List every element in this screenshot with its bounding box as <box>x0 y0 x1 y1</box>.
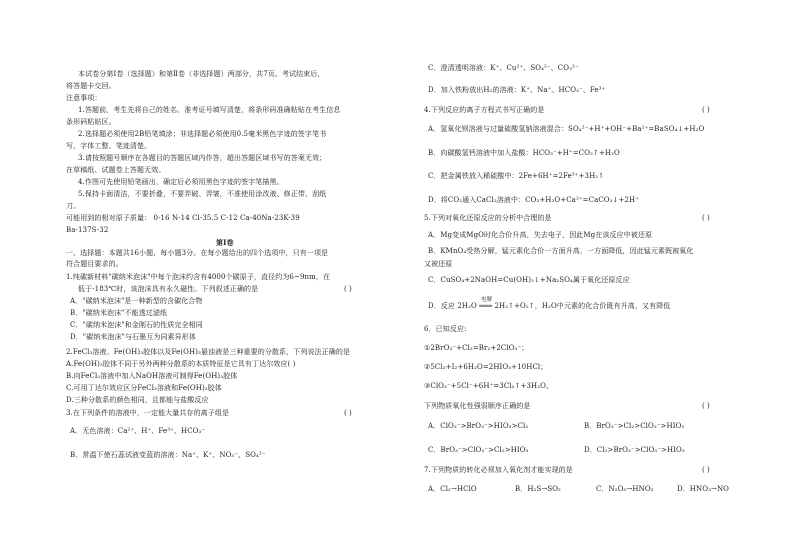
atomic-mass-line: 可能用到的相对原子质量： 0-16 N-14 Cl-35.5 C-12 Ca-40Na-23K-39 <box>66 214 300 222</box>
note-line: 写，字体工整、笔迹清楚。 <box>66 142 152 150</box>
notes-title: 注意事项： <box>66 94 102 102</box>
q4-option: B．向碳酸氢钙溶液中加入盐酸：HCO₃⁻+H⁺=CO₂↑+H₂O <box>428 149 620 157</box>
q5-option-b-cont: 又被还原 <box>424 260 453 268</box>
q7-stem: 7.下列物质的转化必须加入氧化剂才能实现的是 <box>424 466 573 474</box>
q2-option: C.可用丁达尔效应区分FeCl₃溶液和Fe(OH)₃胶体 <box>66 384 222 392</box>
q1-stem: 1.纯碳新材料"碳纳米泡沫"中每个泡沫约含有4000个碳原子，直径约为6~9nm，在 <box>66 273 331 281</box>
note-line: 5.保持卡面清洁，不要折叠，不要弄破、弄皱，不准使用涂改液、修正带、刮纸 <box>78 190 327 198</box>
q5-option-b: B．KMnO₄受热分解，锰元素化合价一方面升高，一方面降低，因此锰元素既被氧化 <box>428 247 694 255</box>
q3-answer-bracket: ( ) <box>344 409 352 417</box>
q6-reaction: ②5Cl₂+I₂+6H₂O=2HIO₃+10HCl； <box>424 363 548 371</box>
q2-option: D.三种分散系的颜色相同，且都能与盐酸反应 <box>66 396 209 404</box>
q2-option: A.Fe(OH)₃胶体不同于另外两种分散系的本质特征是它具有丁达尔效应( ) <box>66 360 296 368</box>
q1-stem: 低于-183℃时，该泡沫具有永久磁性。下列叙述正确的是 <box>78 285 259 293</box>
q3-option-a: A．无色溶液：Ca²⁺、H⁺、Fe³⁺、HCO₃⁻ <box>70 427 206 435</box>
q2-option: B.向FeCl₃溶液中加入NaOH溶液可制得Fe(OH)₃胶体 <box>66 372 238 380</box>
q5-option-d <box>424 297 671 311</box>
q3-option-c: C．澄清透明溶液：K⁺、Cu²⁺、SO₄²⁻、CO₃²⁻ <box>428 64 579 72</box>
q6-reaction: ①2BrO₃⁻+Cl₂=Br₂+2ClO₃⁻； <box>424 344 529 352</box>
note-line: 4.作图可先使用铅笔画出，确定后必须用黑色字迹的签字笔描黑。 <box>78 178 284 186</box>
intro-line: 将答题卡交回。 <box>66 82 116 90</box>
atomic-mass-line: Ba-137S-32 <box>66 226 109 234</box>
q4-stem: 4.下列反应的离子方程式书写正确的是 <box>424 106 545 114</box>
q6-stem: 6．已知反应: <box>424 325 467 333</box>
electrolysis-label: 电解 <box>481 297 493 303</box>
q2-stem: 2.FeCl₃溶液、Fe(OH)₃胶体以及Fe(OH)₃悬浊液是三种重要的分散系，下列说法正确的是 <box>66 348 351 356</box>
note-line: 3.请按照题号顺序在各题目的答题区域内作答，超出答题区域书写的答案无效； <box>78 154 327 162</box>
q7-option-a: A．Cl₂→HClO <box>428 485 477 493</box>
q6-option-c: C．BrO₃⁻>ClO₃⁻>Cl₂>HIO₃ <box>428 446 529 454</box>
q4-option: A．氢氧化钡溶液与过量硫酸氢钠溶液混合：SO₄²⁻+H⁺+OH⁻+Ba²⁺=BaSO₄↓+H₂O <box>428 125 705 133</box>
q1-answer-bracket: ( ) <box>344 285 352 293</box>
q6-answer-bracket: ( ) <box>702 402 710 410</box>
q6-option-a: A．ClO₃⁻>BrO₃⁻>HIO₃>Cl₂ <box>428 422 529 430</box>
q5-option-d-post: 2H₂↑+O₂↑，H₂O中元素的化合价既有升高，又有降低 <box>494 302 671 310</box>
q3-option-d: D．加入铁粉放出H₂的溶液：K⁺、Na⁺、HCO₃⁻、Fe³⁺ <box>428 86 606 94</box>
q1-option: A．"碳纳米泡沫"是一种新型的含碳化合物 <box>70 297 203 305</box>
note-line: 刀。 <box>66 202 81 210</box>
q5-option-c: C．CuSO₄+2NaOH=Cu(OH)₂↓+Na₂SO₄属于氧化还原反应 <box>428 276 630 284</box>
note-line: 2.选择题必须使用2B铅笔填涂；非选择题必须使用0.5毫米黑色字迹的签字笔书 <box>78 130 327 138</box>
section-intro: 符合题目要求的。 <box>66 260 123 268</box>
q1-option: B．"碳纳米泡沫"不能透过滤纸 <box>70 309 168 317</box>
q5-option-d-pre: D．反应 2H₂O <box>428 302 477 310</box>
q7-answer-bracket: ( ) <box>702 466 710 474</box>
q5-answer-bracket: ( ) <box>702 214 710 222</box>
electrolysis-arrow: 电解 ═══ <box>479 297 493 310</box>
q1-option: C．"碳纳米泡沫"和金刚石的性质完全相同 <box>70 321 203 329</box>
section-intro: 一、选择题：本题共16小题，每小题3分。在每小题给出的四个选项中，只有一项是 <box>66 249 329 257</box>
note-line: 在草稿纸、试题卷上答题无效。 <box>66 166 166 174</box>
note-line: 条形码粘贴区。 <box>66 118 116 126</box>
q1-option: D．"碳纳米泡沫"与石墨互为同素异形体 <box>70 333 196 341</box>
q4-answer-bracket: ( ) <box>702 106 710 114</box>
q7-option-c: C．N₂O₅→HNO₃ <box>596 485 654 493</box>
q5-stem: 5.下列对氧化还原反应的分析中合理的是 <box>424 214 552 222</box>
q7-option-d: D．HNO₃→NO <box>677 485 730 493</box>
q6-option-b: B．BrO₃⁻>Cl₂>ClO₃⁻>HIO₃ <box>584 422 685 430</box>
q3-stem: 3.在下列条件的溶液中，一定能大量共存的离子组是 <box>66 409 230 417</box>
q4-option: C．把金属铁放入稀硫酸中：2Fe+6H⁺=2Fe³⁺+3H₂↑ <box>428 172 605 180</box>
note-line: 1.答题前，考生先将自己的姓名、准考证号填写清楚，将条形码准确粘贴在考生信息 <box>78 106 341 114</box>
q4-option: D．将CO₂通入CaCl₂溶液中：CO₂+H₂O+Ca²⁺=CaCO₃↓+2H⁺ <box>428 196 640 204</box>
q5-option-a: A．Mg变成MgO时化合价升高，失去电子，因此Mg在该反应中被还原 <box>428 231 653 239</box>
q6-option-d: D．Cl₂>BrO₃⁻>ClO₃⁻>HIO₃ <box>584 446 685 454</box>
section-title: 第Ⅰ卷 <box>216 238 234 247</box>
q7-option-b: B．H₂S→SO₂ <box>515 485 561 493</box>
intro-line: 本试卷分第Ⅰ卷（选择题）和第Ⅱ卷（非选择题）两部分，共7页。考试结束后， <box>78 70 325 78</box>
q3-option-b: B．常温下使石蕊试液变蓝的溶液：Na⁺、K⁺、NO₃⁻、SO₄²⁻ <box>70 451 266 459</box>
q6-question: 下列物质氧化性强弱顺序正确的是 <box>424 402 531 410</box>
q6-reaction: ③ClO₃⁻+5Cl⁻+6H⁺=3Cl₂↑+3H₂O。 <box>424 382 554 390</box>
